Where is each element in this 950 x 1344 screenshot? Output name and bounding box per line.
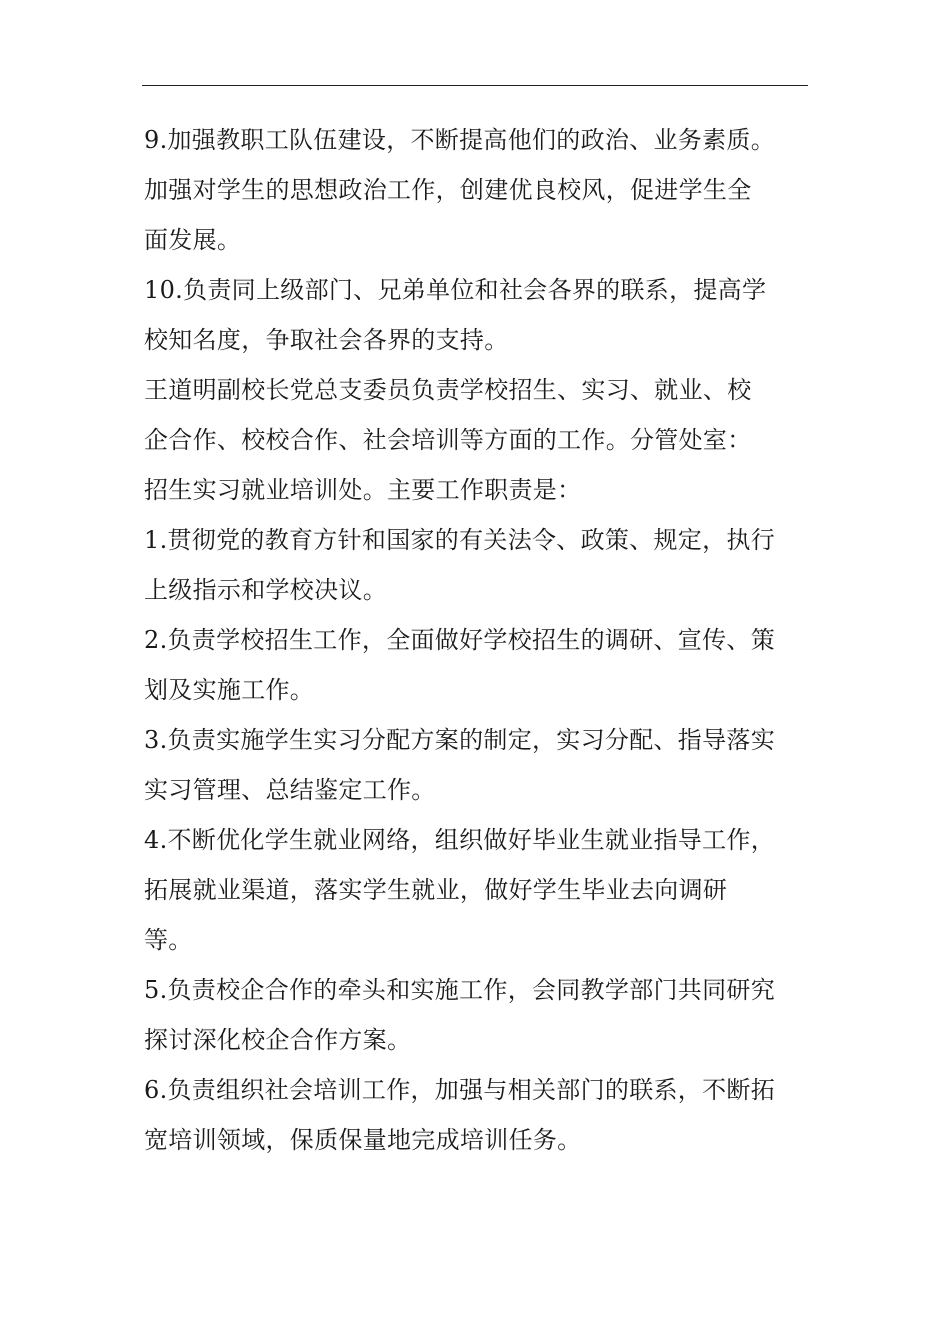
text-line: 2.负责学校招生工作，全面做好学校招生的调研、宣传、策 (144, 626, 775, 654)
text-line: 4.不断优化学生就业网络，组织做好毕业生就业指导工作， (144, 826, 775, 854)
text-line: 校知名度，争取社会各界的支持。 (144, 326, 509, 354)
text-line: 划及实施工作。 (144, 676, 315, 704)
text-line: 9.加强教职工队伍建设，不断提高他们的政治、业务素质。 (144, 126, 775, 154)
text-line: 5.负责校企合作的牵头和实施工作，会同教学部门共同研究 (144, 976, 775, 1004)
text-line: 实习管理、总结鉴定工作。 (144, 776, 436, 804)
text-line: 宽培训领域，保质保量地完成培训任务。 (144, 1126, 582, 1154)
text-line: 10.负责同上级部门、兄弟单位和社会各界的联系，提高学 (144, 276, 767, 304)
header-rule (142, 85, 808, 86)
text-line: 1.贯彻党的教育方针和国家的有关法令、政策、规定，执行 (144, 526, 775, 554)
text-line: 面发展。 (144, 226, 242, 254)
text-line: 王道明副校长党总支委员负责学校招生、实习、就业、校 (144, 376, 752, 404)
text-line: 招生实习就业培训处。主要工作职责是： (144, 476, 582, 504)
text-line: 3.负责实施学生实习分配方案的制定，实习分配、指导落实 (144, 726, 775, 754)
text-line: 加强对学生的思想政治工作，创建优良校风，促进学生全 (144, 176, 752, 204)
text-line: 企合作、校校合作、社会培训等方面的工作。分管处室： (144, 426, 752, 454)
text-line: 6.负责组织社会培训工作，加强与相关部门的联系，不断拓 (144, 1076, 775, 1104)
document-body (144, 115, 809, 1165)
text-line: 拓展就业渠道，落实学生就业，做好学生毕业去向调研 (144, 876, 728, 904)
text-line: 上级指示和学校决议。 (144, 576, 387, 604)
text-line: 探讨深化校企合作方案。 (144, 1026, 412, 1054)
text-line: 等。 (144, 926, 193, 954)
